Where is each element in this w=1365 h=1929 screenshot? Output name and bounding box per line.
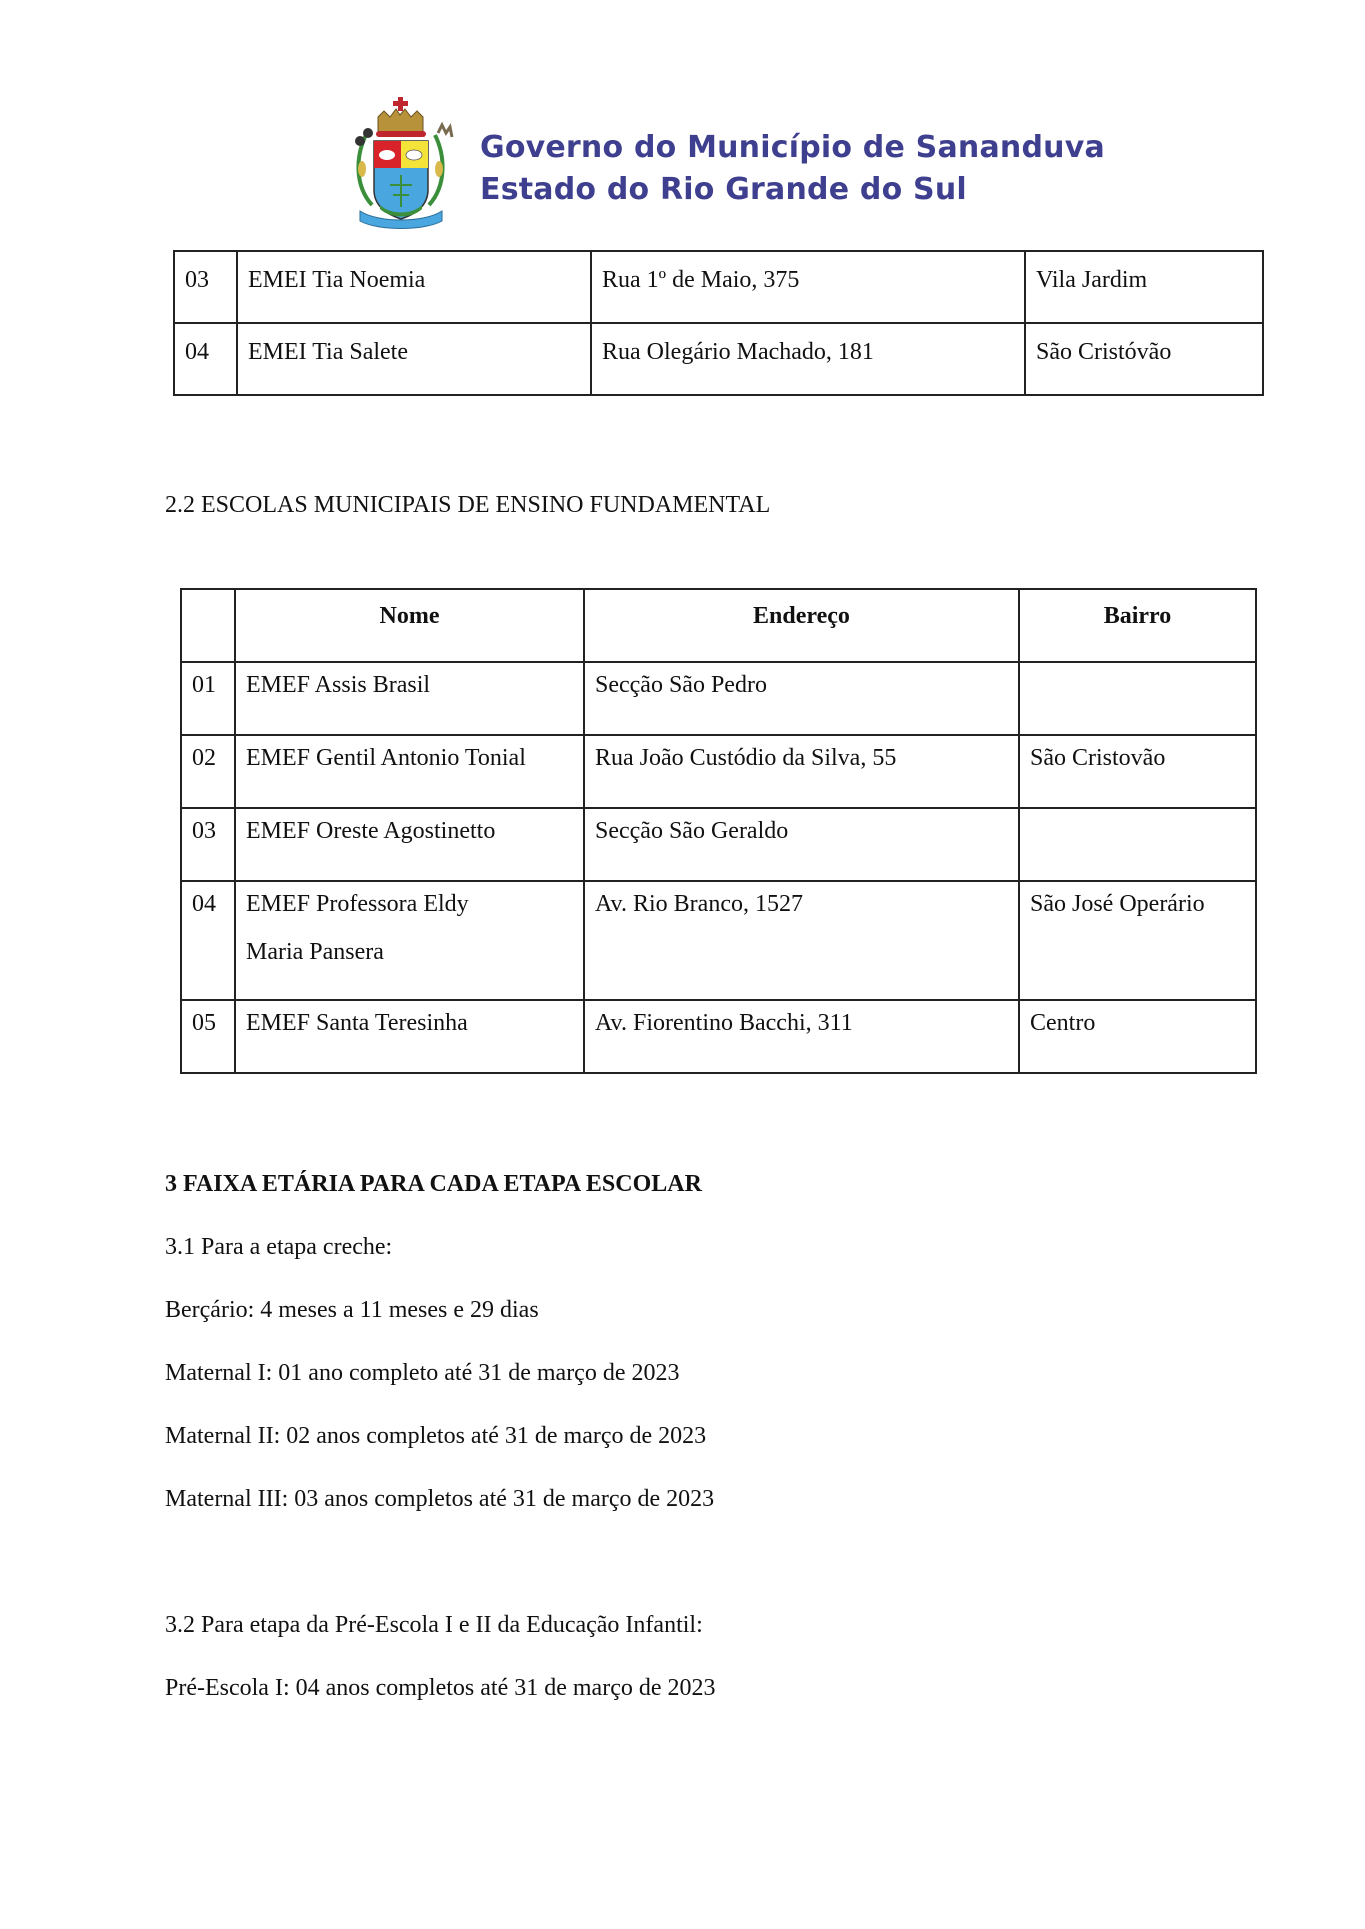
table-header-row xyxy=(181,589,1256,662)
row-number: 03 xyxy=(174,251,237,323)
table-row xyxy=(174,251,1263,323)
school-address: Secção São Geraldo xyxy=(584,808,1019,881)
school-name: EMEI Tia Noemia xyxy=(237,251,591,323)
row-number: 01 xyxy=(181,662,235,735)
school-neighborhood xyxy=(1019,662,1256,735)
section-2-2-title: 2.2 ESCOLAS MUNICIPAIS DE ENSINO FUNDAMENTAL xyxy=(165,492,771,518)
header-address: Endereço xyxy=(584,589,1019,662)
school-name: EMEF Santa Teresinha xyxy=(235,1000,584,1073)
table-row xyxy=(181,735,1256,808)
school-name: EMEF Assis Brasil xyxy=(235,662,584,735)
school-address: Rua João Custódio da Silva, 55 xyxy=(584,735,1019,808)
age-maternal-1: Maternal I: 01 ano completo até 31 de março de 2023 xyxy=(165,1360,680,1386)
header-neighborhood: Bairro xyxy=(1019,589,1256,662)
header-number xyxy=(181,589,235,662)
table-row xyxy=(181,662,1256,735)
row-number: 03 xyxy=(181,808,235,881)
age-bercario: Berçário: 4 meses a 11 meses e 29 dias xyxy=(165,1297,539,1323)
age-maternal-2: Maternal II: 02 anos completos até 31 de março de 2023 xyxy=(165,1423,707,1449)
school-address: Av. Fiorentino Bacchi, 311 xyxy=(584,1000,1019,1073)
table-row xyxy=(174,323,1263,395)
school-neighborhood xyxy=(1019,808,1256,881)
school-name: EMEF Oreste Agostinetto xyxy=(235,808,584,881)
subsection-3-2: 3.2 Para etapa da Pré-Escola I e II da Educação Infantil: xyxy=(165,1612,703,1638)
school-neighborhood: Vila Jardim xyxy=(1025,251,1263,323)
school-name-line2: Maria Pansera xyxy=(246,939,384,965)
school-neighborhood: São Cristóvão xyxy=(1025,323,1263,395)
school-name: EMEF Gentil Antonio Tonial xyxy=(235,735,584,808)
age-pre-escola-1: Pré-Escola I: 04 anos completos até 31 de março de 2023 xyxy=(165,1675,716,1701)
subsection-3-1: 3.1 Para a etapa creche: xyxy=(165,1234,393,1260)
coat-of-arms-icon xyxy=(338,95,463,230)
table-row xyxy=(181,1000,1256,1073)
school-address: Rua 1º de Maio, 375 xyxy=(591,251,1025,323)
age-maternal-3: Maternal III: 03 anos completos até 31 de março de 2023 xyxy=(165,1486,715,1512)
header-name: Nome xyxy=(235,589,584,662)
letterhead xyxy=(330,95,1130,235)
school-neighborhood: São Cristovão xyxy=(1019,735,1256,808)
section-3-title: 3 FAIXA ETÁRIA PARA CADA ETAPA ESCOLAR xyxy=(165,1171,702,1197)
row-number: 04 xyxy=(174,323,237,395)
school-neighborhood: Centro xyxy=(1019,1000,1256,1073)
row-number: 04 xyxy=(181,881,235,1000)
school-name-line1: EMEF Professora Eldy xyxy=(246,891,469,917)
school-neighborhood: São José Operário xyxy=(1019,881,1256,1000)
row-number: 05 xyxy=(181,1000,235,1073)
emei-table-continued xyxy=(173,250,1264,396)
row-number: 02 xyxy=(181,735,235,808)
school-name xyxy=(235,881,584,1000)
emef-table xyxy=(180,588,1257,1074)
school-address: Secção São Pedro xyxy=(584,662,1019,735)
school-name: EMEI Tia Salete xyxy=(237,323,591,395)
school-address: Av. Rio Branco, 1527 xyxy=(584,881,1019,1000)
table-row xyxy=(181,881,1256,1000)
letterhead-state: Estado do Rio Grande do Sul xyxy=(480,172,967,207)
letterhead-municipality: Governo do Município de Sananduva xyxy=(480,130,1105,165)
school-address: Rua Olegário Machado, 181 xyxy=(591,323,1025,395)
table-row xyxy=(181,808,1256,881)
